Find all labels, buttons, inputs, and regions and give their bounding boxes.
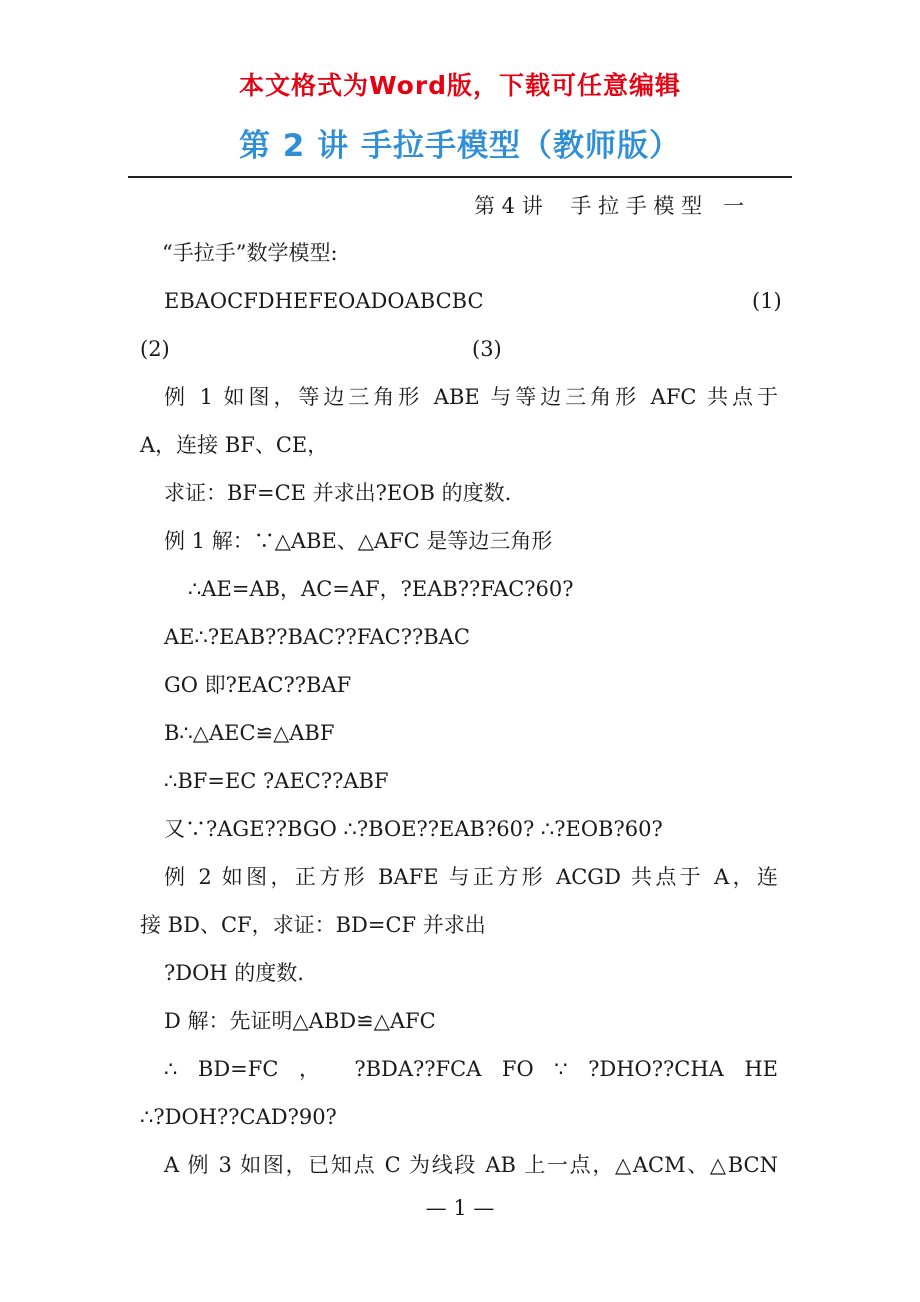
solution-step: AE∴?EAB??BAC??FAC??BAC [164, 625, 470, 649]
solution-step: 又∵?AGE??BGO ∴?BOE??EAB?60? ∴?EOB?60? [164, 817, 663, 841]
solution-step: ∴BF=EC ?AEC??ABF [164, 769, 389, 793]
example-2-statement-cont: ?DOH 的度数. [164, 961, 304, 985]
title-divider [128, 176, 792, 178]
example-2-statement-cont: 接 BD、CF，求证：BD=CF 并求出 [140, 913, 486, 937]
example-1-statement-cont: A，连接 BF、CE， [140, 433, 329, 457]
solution-step: GO 即?EAC??BAF [164, 673, 352, 697]
page-number: — 1 — [425, 1196, 495, 1220]
example-1-statement: 例 1 如图，等边三角形 ABE 与等边三角形 AFC 共点于 [164, 385, 778, 409]
figure-number-1: (1) [752, 289, 782, 313]
figure-number-2: (2) [140, 337, 170, 361]
example-3-statement: A 例 3 如图，已知点 C 为线段 AB 上一点，△ACM、△BCN [164, 1153, 778, 1177]
solution-step: ∴ BD=FC ， ?BDA??FCA FO ∵ ?DHO??CHA HE [164, 1057, 778, 1081]
example-2-solution: D 解：先证明△ABD≌△AFC [164, 1009, 436, 1033]
example-1-prove: 求证：BF=CE 并求出?EOB 的度数. [164, 481, 512, 505]
figure-number-3: (3) [472, 337, 502, 361]
model-caption: “手拉手”数学模型: [162, 241, 338, 265]
page-title: 第 2 讲 手拉手模型（教师版） [239, 128, 681, 164]
solution-step: ∴AE=AB，AC=AF，?EAB??FAC?60? [188, 577, 574, 601]
solution-step: ∴?DOH??CAD?90? [140, 1105, 337, 1129]
example-2-statement: 例 2 如图，正方形 BAFE 与正方形 ACGD 共点于 A，连 [164, 865, 778, 889]
download-banner: 本文格式为Word版，下载可任意编辑 [238, 71, 682, 100]
example-1-solution: 例 1 解：∵△ABE、△AFC 是等边三角形 [164, 529, 553, 553]
solution-step: B∴△AEC≌△ABF [164, 721, 335, 745]
section-heading: 第 4 讲 手 拉 手 模 型 一 [474, 194, 745, 218]
figure-labels: EBAOCFDHEFEOADOABCBC [164, 289, 484, 313]
